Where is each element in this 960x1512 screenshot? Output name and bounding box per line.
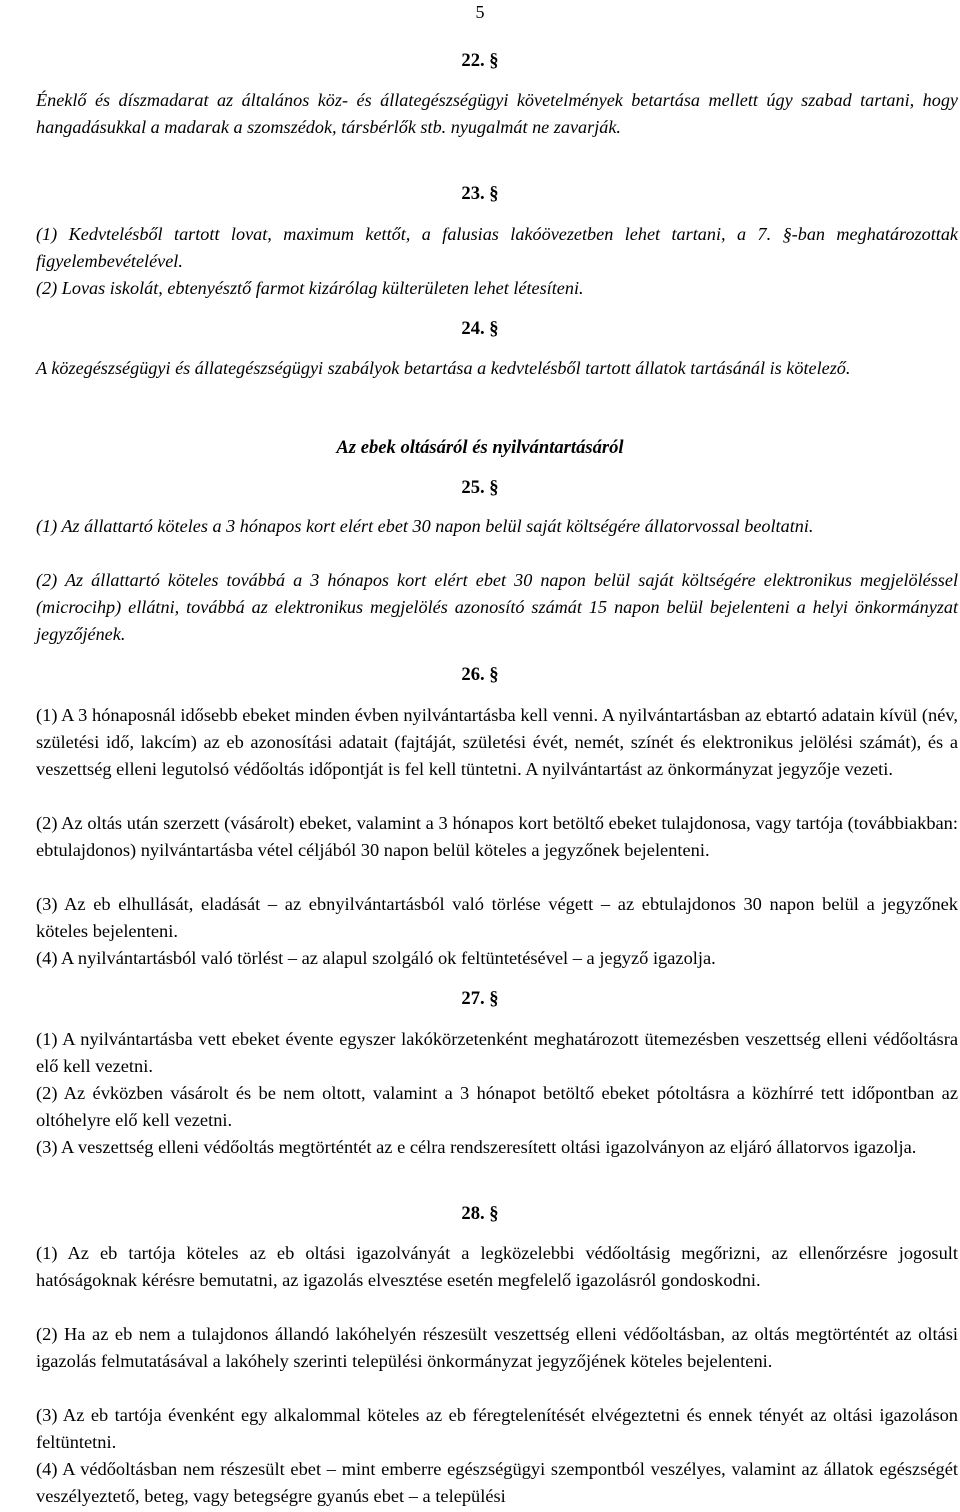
paragraph-number: (3) xyxy=(36,1405,58,1425)
paragraph-number: (2) xyxy=(36,813,58,833)
section-23-paragraph-1 xyxy=(36,221,958,275)
section-27-paragraph-1 xyxy=(36,1026,958,1080)
section-heading-25: 25. § xyxy=(461,477,499,498)
section-heading-22: 22. § xyxy=(461,50,499,71)
paragraph-text: A védőoltásban nem részesült ebet – mint emberre egészségügyi szempontból veszélyes, valamint az állatok egészségét veszélyeztető, beteg, vagy betegségre gyanús ebet – a települési xyxy=(36,1459,958,1506)
paragraph-text: A veszettség elleni védőoltás megtörténtét az e célra rendszeresített oltási igazolványon az eljáró állatorvos igazolja. xyxy=(61,1137,917,1157)
chapter-title: Az ebek oltásáról és nyilvántartásáról xyxy=(336,437,624,458)
section-23-paragraph-2 xyxy=(36,275,958,302)
paragraph-number: (3) xyxy=(36,1137,58,1157)
section-heading-24: 24. § xyxy=(461,318,499,339)
paragraph-number: (3) xyxy=(36,894,58,914)
section-28-paragraph-2 xyxy=(36,1321,958,1375)
section-26-paragraph-4 xyxy=(36,945,958,972)
paragraph-number: (2) xyxy=(36,570,58,590)
section-28-paragraph-1 xyxy=(36,1240,958,1294)
paragraph-text: A nyilvántartásba vett ebeket évente egyszer lakókörzetenként meghatározott ütemezésben veszettség elleni védőoltásra elő kell vezetni. xyxy=(36,1029,958,1076)
paragraph-text: A 3 hónaposnál idősebb ebeket minden évben nyilvántartásba kell venni. A nyilvántartásban az ebtartó adatain kívül (név, születési idő, lakcím) az eb azonosítási adatait (fajtáját, születési évét, nemét, színét és elektronikus jelölési számát), és a veszettség elleni legutolsó védőoltás időpontját is fel kell tüntetni. A nyilvántartást az önkormányzat jegyzője vezeti. xyxy=(36,705,958,779)
paragraph-number: (1) xyxy=(36,1029,58,1049)
section-22-paragraph: Éneklő és díszmadarat az általános köz- és állategészségügyi követelmények betartása mellett úgy szabad tartani, hogy hangadásukkal a madarak a szomszédok, társbérlők stb. nyugalmát ne zavarják. xyxy=(36,90,958,137)
section-26-paragraph-1 xyxy=(36,702,958,783)
page-number: 5 xyxy=(475,2,485,22)
paragraph-text: Az oltás után szerzett (vásárolt) ebeket, valamint a 3 hónapos kort betöltő ebeket tulajdonosa, vagy tartója (továbbiakban: ebtulajdonos) nyilvántartásba vétel céljából 30 napon belül köteles a jegyzőnek bejelenteni. xyxy=(36,813,958,860)
paragraph-text: Kedvtelésből tartott lovat, maximum kettőt, a falusias lakóövezetben lehet tartani, a 7. §-ban meghatározottak figyelembevételével. xyxy=(36,224,959,271)
paragraph-text: Az évközben vásárolt és be nem oltott, valamint a 3 hónapot betöltő ebeket pótoltásra a közhírré tett időpontban az oltóhelyre elő kell vezetni. xyxy=(36,1083,958,1130)
paragraph-number: (1) xyxy=(36,224,58,244)
section-heading-23: 23. § xyxy=(461,183,499,204)
paragraph-text: Az eb tartója évenként egy alkalommal köteles az eb féregtelenítését elvégeztetni és ennek tényét az oltási igazoláson feltüntetni. xyxy=(36,1405,958,1452)
section-heading-28: 28. § xyxy=(461,1203,499,1224)
section-28-paragraph-4 xyxy=(36,1456,958,1510)
section-27-paragraph-3 xyxy=(36,1134,958,1161)
section-25-paragraph-1 xyxy=(36,513,958,540)
paragraph-text: Az állattartó köteles továbbá a 3 hónapos kort elért ebet 30 napon belül saját költségére elektronikus megjelöléssel (microcihp) ellátni, továbbá az elektronikus megjelölés azonosító számát 15 napon belül bejelenteni a helyi önkormányzat jegyzőjének. xyxy=(36,570,959,644)
section-heading-26: 26. § xyxy=(461,664,499,685)
paragraph-number: (1) xyxy=(36,1243,58,1263)
paragraph-text: Az eb tartója köteles az eb oltási igazolványát a legközelebbi védőoltásig megőrizni, az ellenőrzésre jogosult hatóságoknak kérésre bemutatni, az igazolás elvesztése esetén megfelelő igazolásról gondoskodni. xyxy=(36,1243,958,1290)
paragraph-number: (1) xyxy=(36,516,58,536)
paragraph-text: Ha az eb nem a tulajdonos állandó lakóhelyén részesült veszettség elleni védőoltásban, az oltás megtörténtét az oltási igazolás felmutatásával a lakóhely szerinti települési önkormányzat jegyzőjének köteles bejelenteni. xyxy=(36,1324,958,1371)
section-26-paragraph-3 xyxy=(36,891,958,945)
paragraph-text: Az eb elhullását, eladását – az ebnyilvántartásból való törlése végett – az ebtulajdonos 30 napon belül a jegyzőnek köteles bejelenteni. xyxy=(36,894,958,941)
paragraph-text: Az állattartó köteles a 3 hónapos kort elért ebet 30 napon belül saját költségére állatorvossal beoltatni. xyxy=(61,516,814,536)
paragraph-number: (2) xyxy=(36,1083,58,1103)
paragraph-number: (4) xyxy=(36,948,58,968)
section-heading-27: 27. § xyxy=(461,988,499,1009)
paragraph-number: (4) xyxy=(36,1459,58,1479)
paragraph-text: A nyilvántartásból való törlést – az alapul szolgáló ok feltüntetésével – a jegyző igazolja. xyxy=(61,948,716,968)
section-27-paragraph-2 xyxy=(36,1080,958,1134)
paragraph-number: (2) xyxy=(36,1324,58,1344)
paragraph-number: (2) xyxy=(36,278,58,298)
section-24-paragraph: A közegészségügyi és állategészségügyi szabályok betartása a kedvtelésből tartott állatok tartásánál is kötelező. xyxy=(36,358,851,378)
paragraph-number: (1) xyxy=(36,705,58,725)
section-28-paragraph-3 xyxy=(36,1402,958,1456)
section-26-paragraph-2 xyxy=(36,810,958,864)
section-25-paragraph-2 xyxy=(36,567,958,648)
paragraph-text: Lovas iskolát, ebtenyésztő farmot kizárólag külterületen lehet létesíteni. xyxy=(61,278,584,298)
